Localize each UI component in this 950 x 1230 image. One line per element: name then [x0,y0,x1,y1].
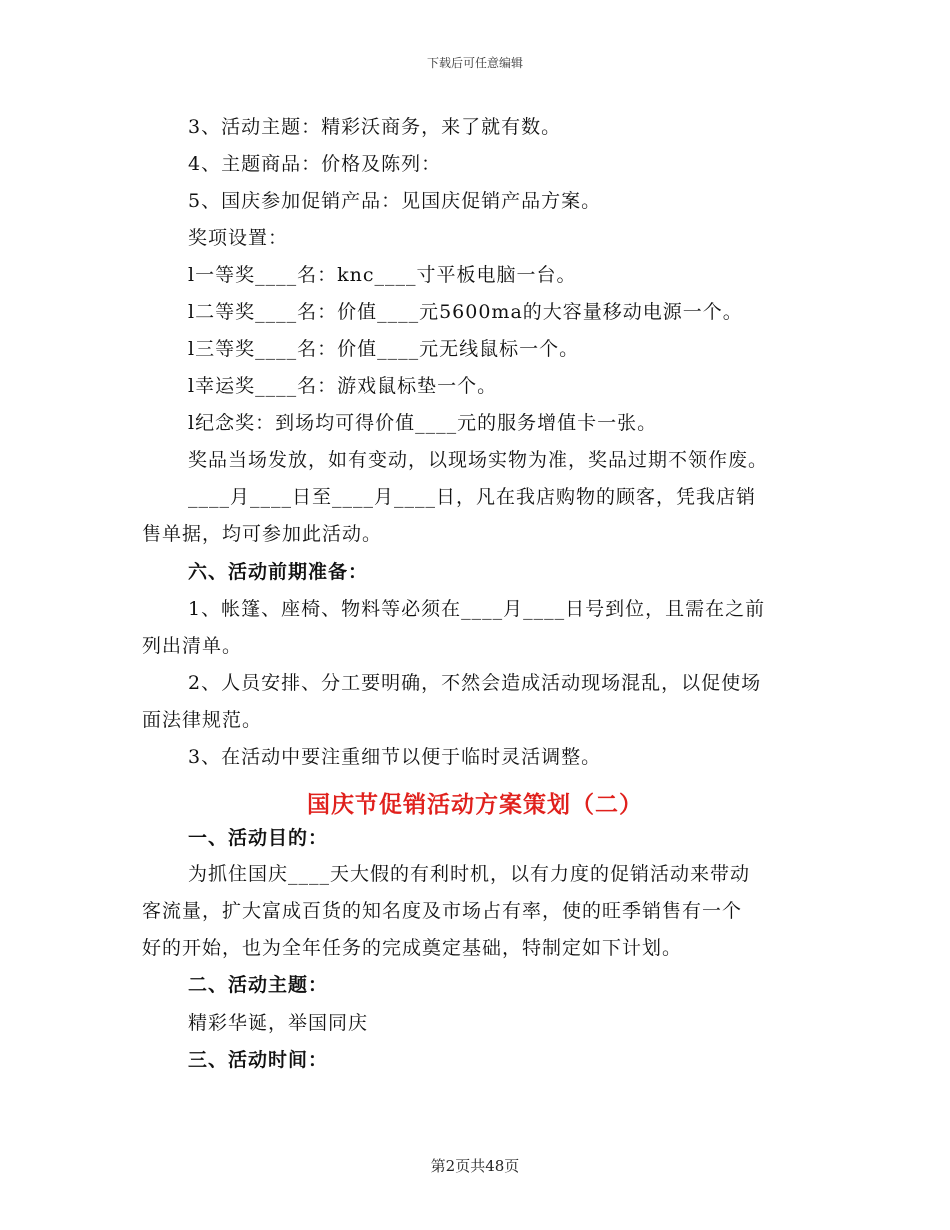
body-line: 售单据，均可参加此活动。 [142,523,383,545]
body-line: 1、帐篷、座椅、物料等必须在____月____日号到位，且需在之前 [188,598,766,620]
body-line: 4、主题商品：价格及陈列： [188,153,442,175]
body-line: 5、国庆参加促销产品：见国庆促销产品方案。 [188,190,602,212]
section-heading: 一、活动目的： [188,827,329,849]
body-line: 2、人员安排、分工要明确，不然会造成活动现场混乱，以促使场 [188,672,762,694]
body-line: 客流量，扩大富成百货的知名度及市场占有率，使的旺季销售有一个 [142,900,743,922]
body-line: 面法律规范。 [142,709,263,731]
page-footer: 第2页共48页 [430,1157,520,1175]
body-line: 奖项设置： [188,227,289,249]
body-line: ____月____日至____月____日，凡在我店购物的顾客，凭我店销 [188,486,757,508]
section-heading: 六、活动前期准备： [188,561,369,583]
body-line: l三等奖____名：价值____元无线鼠标一个。 [188,338,580,360]
section-heading: 三、活动时间： [188,1049,329,1071]
body-line: 奖品当场发放，如有变动，以现场实物为准，奖品过期不领作废。 [188,449,769,471]
body-line: l二等奖____名：价值____元5600ma的大容量移动电源一个。 [188,301,743,323]
body-line: 3、在活动中要注重细节以便于临时灵活调整。 [188,746,602,768]
section-title: 国庆节促销活动方案策划（二） [307,791,643,818]
body-line: l纪念奖：到场均可得价值____元的服务增值卡一张。 [188,412,658,434]
body-line: 3、活动主题：精彩沃商务，来了就有数。 [188,116,562,138]
page-header: 下载后可任意编辑 [426,56,523,70]
body-line: 精彩华诞，举国同庆 [188,1012,369,1034]
body-line: 好的开始，也为全年任务的完成奠定基础，特制定如下计划。 [142,937,683,959]
body-line: l一等奖____名：knc____寸平板电脑一台。 [188,264,577,286]
section-heading: 二、活动主题： [188,974,329,996]
body-line: 列出清单。 [142,635,243,657]
body-line: l幸运奖____名：游戏鼠标垫一个。 [188,375,498,397]
body-line: 为抓住国庆____天大假的有利时机，以有力度的促销活动来带动 [188,863,751,885]
